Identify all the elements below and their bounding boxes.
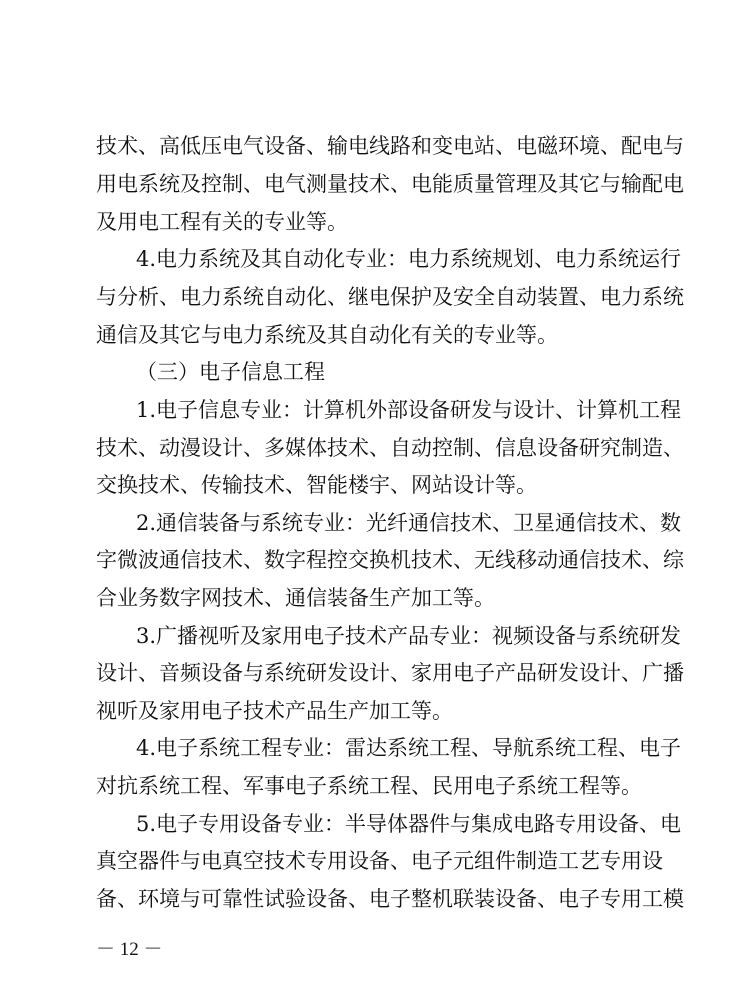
section-heading: （三）电子信息工程: [136, 360, 325, 384]
text-line-16: 视听及家用电子技术产品生产加工等。: [96, 699, 453, 723]
text-line-11: 2.通信装备与系统专业：光纤通信技术、卫星通信技术、数: [136, 511, 682, 535]
text-line-6: 通信及其它与电力系统及其自动化有关的专业等。: [96, 323, 558, 347]
text-line-12: 字微波通信技术、数字程控交换机技术、无线移动通信技术、综: [96, 548, 684, 572]
text-line-8: 1.电子信息专业：计算机外部设备研发与设计、计算机工程: [136, 398, 682, 422]
text-line-10: 交换技术、传输技术、智能楼宇、网站设计等。: [96, 473, 537, 497]
text-line-19: 5.电子专用设备专业：半导体器件与集成电路专用设备、电: [136, 812, 682, 836]
text-line-5: 与分析、电力系统自动化、继电保护及安全自动装置、电力系统: [96, 285, 684, 309]
page-number: － 12 －: [96, 939, 163, 960]
text-line-17: 4.电子系统工程专业：雷达系统工程、导航系统工程、电子: [136, 736, 682, 760]
text-line-18: 对抗系统工程、军事电子系统工程、民用电子系统工程等。: [96, 774, 642, 798]
text-line-13: 合业务数字网技术、通信装备生产加工等。: [96, 586, 495, 610]
text-line-21: 备、环境与可靠性试验设备、电子整机联装设备、电子专用工模: [96, 887, 684, 911]
text-line-3: 及用电工程有关的专业等。: [96, 210, 348, 234]
text-line-1: 技术、高低压电气设备、输电线路和变电站、电磁环境、配电与: [96, 134, 684, 158]
text-line-9: 技术、动漫设计、多媒体技术、自动控制、信息设备研究制造、: [96, 436, 684, 460]
text-line-15: 设计、音频设备与系统研发设计、家用电子产品研发设计、广播: [96, 661, 684, 685]
text-line-14: 3.广播视听及家用电子技术产品专业：视频设备与系统研发: [136, 624, 682, 648]
text-line-2: 用电系统及控制、电气测量技术、电能质量管理及其它与输配电: [96, 172, 684, 196]
text-line-20: 真空器件与电真空技术专用设备、电子元组件制造工艺专用设: [96, 849, 663, 873]
text-line-4: 4.电力系统及其自动化专业：电力系统规划、电力系统运行: [136, 247, 682, 271]
